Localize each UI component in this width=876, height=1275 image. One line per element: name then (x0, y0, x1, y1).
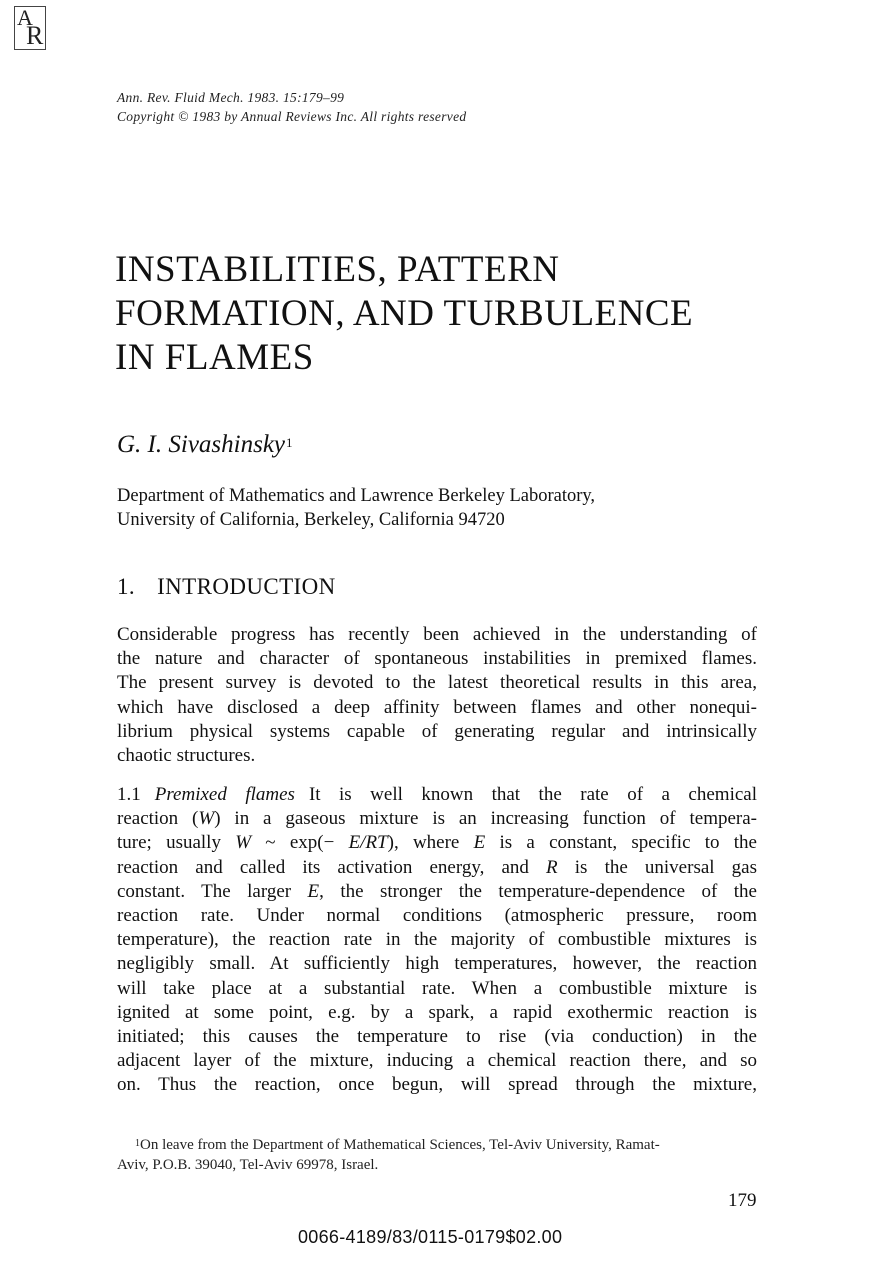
text-line: which have disclosed a deep affinity between flames and other nonequi- (117, 696, 757, 718)
text-line: negligibly small. At sufficiently high temperatures, however, the reaction (117, 953, 757, 975)
text-line: the nature and character of spontaneous instabilities in premixed flames. (117, 648, 757, 670)
text-line: 1.1 Premixed flames It is well known that the rate of a chemical (117, 784, 757, 805)
text-line: on. Thus the reaction, once begun, will spread through the mixture, (117, 1074, 757, 1096)
document-code: 0066-4189/83/0115-0179$02.00 (298, 1227, 563, 1247)
annual-reviews-logo: A R (14, 6, 46, 50)
author-footnote-mark: 1 (286, 435, 293, 450)
citation-line-1: Ann. Rev. Fluid Mech. 1983. 15:179–99 (117, 90, 345, 105)
section-number: 1. (117, 574, 136, 599)
text-line: constant. The larger E, the stronger the temperature-dependence of the (117, 880, 757, 902)
text-line: will take place at a substantial rate. When a combustible mixture is (117, 977, 757, 999)
text-line: reaction and called its activation energy, and R is the universal gas (117, 856, 758, 878)
text-line: chaotic structures. (117, 745, 256, 767)
footnote-line-2: Aviv, P.O.B. 39040, Tel-Aviv 69978, Israel. (117, 1157, 379, 1173)
text-line: initiated; this causes the temperature to rise (via conduction) in the (117, 1026, 757, 1048)
paragraph-premixed-flames (117, 783, 757, 1098)
text-line: reaction (W) in a gaseous mixture is an increasing function of tempera- (117, 808, 757, 830)
title-line-3: IN FLAMES (115, 337, 314, 378)
affiliation-line-1: Department of Mathematics and Lawrence Berkeley Laboratory, (117, 486, 596, 506)
affiliation-line-2: University of California, Berkeley, California 94720 (117, 510, 505, 530)
footnote (117, 1135, 765, 1175)
text-line: adjacent layer of the mixture, inducing a chemical reaction there, and so (117, 1050, 757, 1072)
subsection-number: 1.1 (117, 784, 141, 805)
author-name: G. I. Sivashinsky$^1$ (117, 431, 293, 458)
section-heading-introduction (117, 572, 336, 602)
text-line: The present survey is devoted to the latest theoretical results in this area, (117, 672, 757, 694)
text-line: reaction rate. Under normal conditions (atmospheric pressure, room (117, 905, 757, 927)
journal-citation (117, 88, 466, 126)
text-line: ture; usually W ~ exp(− E/RT), where E is a constant, specific to the (117, 832, 757, 854)
subsection-title: Premixed flames (154, 784, 295, 805)
article-title (115, 248, 805, 380)
footnote-line-1: $^1$On leave from the Department of Mathematical Sciences, Tel-Aviv University, Ramat- (135, 1137, 660, 1153)
title-line-2: FORMATION, AND TURBULENCE (115, 293, 694, 334)
text-line: temperature), the reaction rate in the majority of combustible mixtures is (117, 929, 757, 951)
paragraph-introduction (117, 623, 757, 768)
text-line: ignited at some point, e.g. by a spark, a rapid exothermic reaction is (117, 1001, 757, 1023)
footnote-mark: 1 (135, 1138, 140, 1149)
copyright-line: Copyright © 1983 by Annual Reviews Inc. All rights reserved (117, 109, 467, 124)
section-title: INTRODUCTION (157, 574, 336, 599)
title-line-1: INSTABILITIES, PATTERN (115, 249, 560, 290)
author-affiliation (117, 484, 595, 532)
page-number: 179 (728, 1190, 757, 1211)
text-line: Considerable progress has recently been achieved in the understanding of (117, 624, 757, 645)
text-line: librium physical systems capable of generating regular and intrinsically (117, 720, 757, 742)
